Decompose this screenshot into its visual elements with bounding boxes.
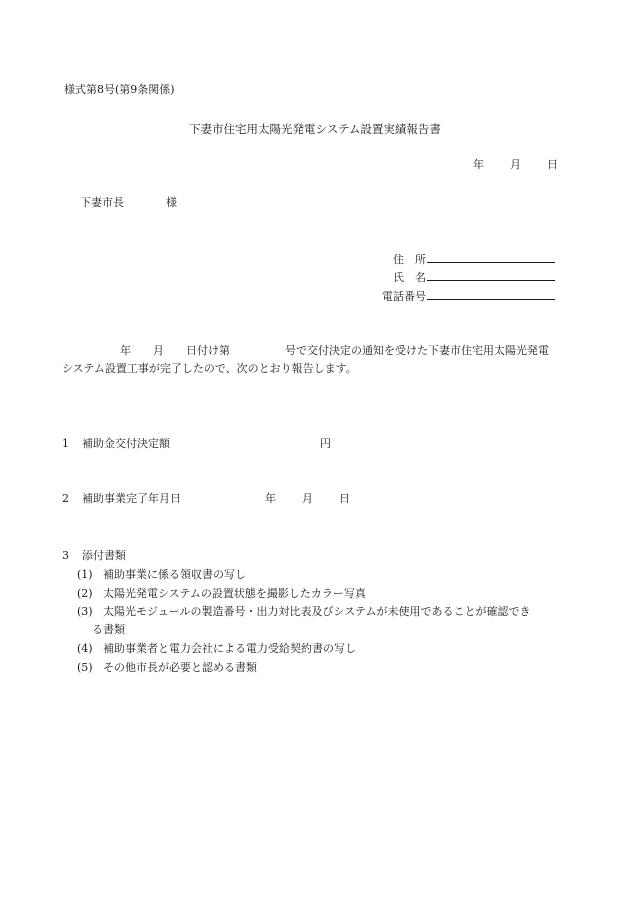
item-number: 2: [62, 492, 69, 505]
date-day: 日: [547, 158, 558, 171]
attachment-item: [77, 640, 356, 656]
attachment-item: [77, 659, 257, 675]
attachment-item: [77, 566, 246, 582]
phone-field: [378, 287, 555, 304]
item-subsidy-amount: [62, 435, 331, 451]
item-number: 1: [62, 437, 69, 450]
attachment-number: (3): [77, 605, 93, 618]
document-title: 下妻市住宅用太陽光発電システム設置実績報告書: [189, 122, 441, 136]
name-line[interactable]: [427, 268, 555, 281]
attachment-number: (2): [77, 587, 93, 600]
item-label: 補助金交付決定額: [82, 437, 170, 450]
form-number: 様式第8号(第9条関係): [64, 83, 175, 96]
date-month: 月: [510, 158, 521, 171]
item-label: 添付書類: [82, 549, 126, 562]
attachment-number: (4): [77, 642, 93, 655]
attachment-number: (1): [77, 568, 93, 581]
addressee-honorific: 様: [166, 196, 177, 209]
item-label: 補助事業完了年月日: [82, 492, 181, 505]
attachment-text: 補助事業に係る領収書の写し: [103, 568, 246, 581]
item-attachments: [62, 547, 126, 563]
phone-line[interactable]: [427, 287, 555, 300]
body-line-1: 年 月 日付け第 号で交付決定の通知を受けた下妻市住宅用太陽光発電: [120, 344, 549, 357]
attachment-continuation: る書類: [92, 623, 125, 636]
completion-year: 年: [265, 492, 276, 505]
attachment-item: [77, 585, 366, 601]
item-completion-date: [62, 490, 350, 506]
attachment-text: 太陽光発電システムの設置状態を撮影したカラー写真: [103, 587, 366, 600]
name-label: 氏 名: [393, 271, 426, 284]
completion-month: 月: [302, 492, 313, 505]
address-line[interactable]: [427, 250, 555, 263]
address-field: [378, 250, 555, 267]
attachment-text: 補助事業者と電力会社による電力受給契約書の写し: [103, 642, 356, 655]
date-year: 年: [473, 158, 484, 171]
phone-label: 電話番号: [382, 290, 426, 303]
addressee-name: 下妻市長: [80, 196, 124, 209]
attachment-number: (5): [77, 661, 93, 674]
attachment-text: その他市長が必要と認める書類: [103, 661, 257, 674]
attachment-item: [77, 603, 530, 619]
attachment-text: 太陽光モジュールの製造番号・出力対比表及びシステムが未使用であることが確認でき: [103, 605, 531, 618]
body-line-2: システム設置工事が完了したので、次のとおり報告します。: [62, 361, 357, 375]
item-number: 3: [62, 549, 69, 562]
body-paragraph: [62, 342, 582, 377]
completion-day: 日: [339, 492, 350, 505]
item-unit: 円: [320, 437, 331, 450]
addressee: [80, 194, 177, 210]
name-field: [378, 268, 555, 285]
address-label: 住 所: [393, 253, 426, 266]
date-line: [473, 156, 558, 172]
